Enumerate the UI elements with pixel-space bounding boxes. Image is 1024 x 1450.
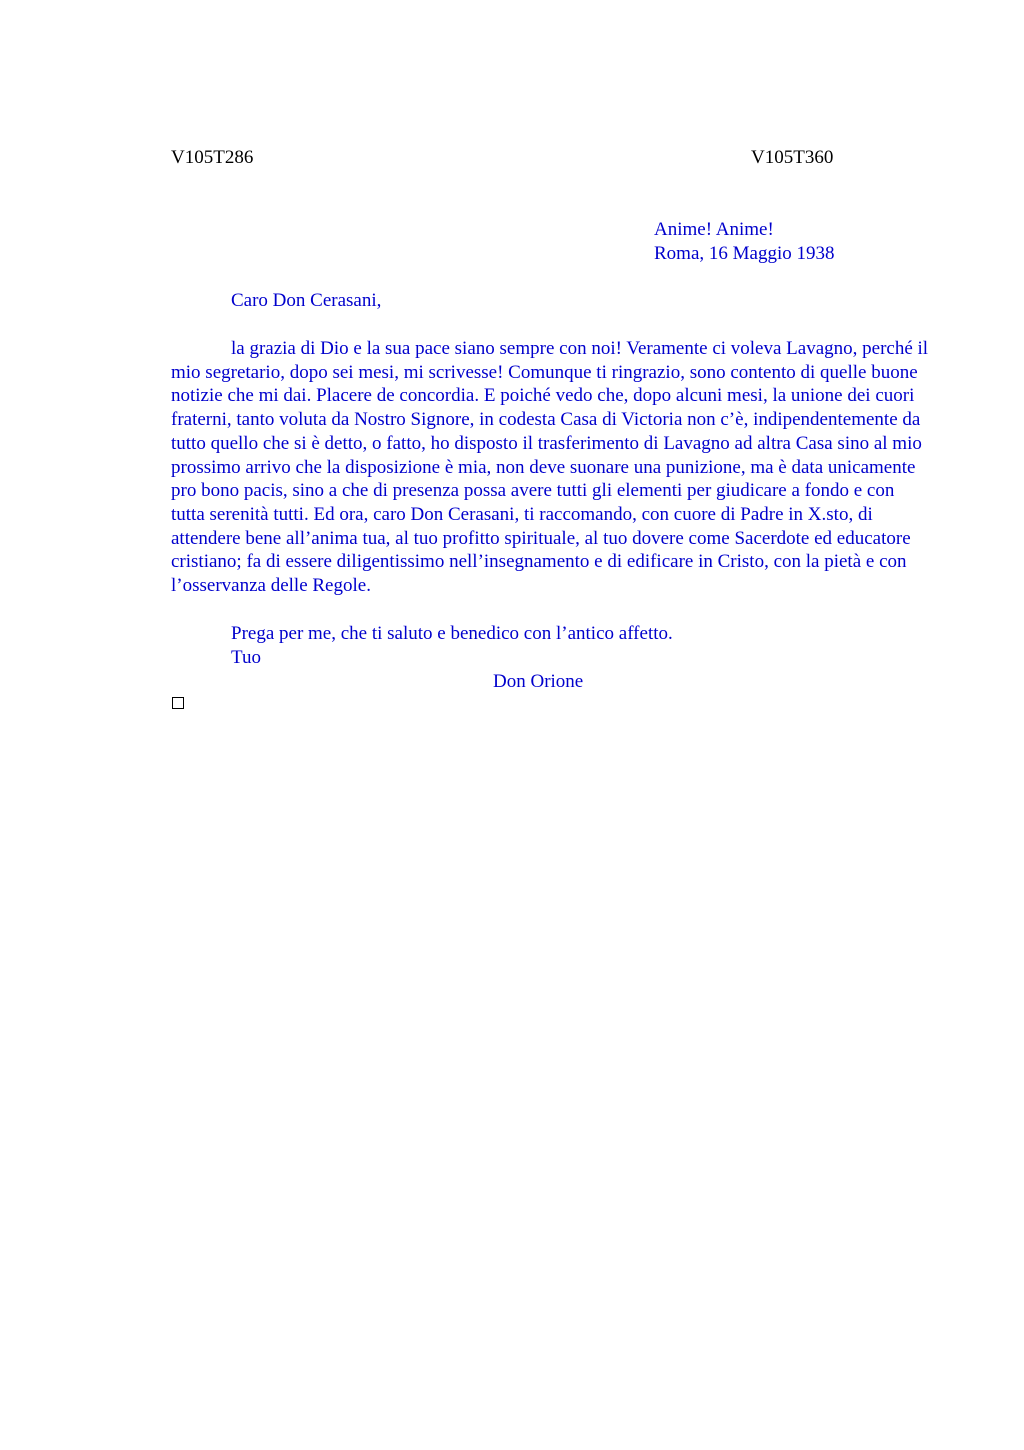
square-box-icon: [172, 697, 184, 709]
closing-line: Prega per me, che ti saluto e benedico con l’antico affetto.: [231, 623, 673, 644]
letter-motto: Anime! Anime!: [654, 219, 774, 240]
closing-tuo: Tuo: [231, 647, 261, 668]
place-date: Roma, 16 Maggio 1938: [654, 243, 835, 264]
letter-body: [171, 337, 931, 598]
body-paragraph: la grazia di Dio e la sua pace siano sempre con noi! Veramente ci voleva Lavagno, perché il mio segretario, dopo sei mesi, mi scrivesse! Comunque ti ringrazio, sono contento di quelle buone notizie che mi dai. Placere de concordia. E poiché vedo che, dopo alcuni mesi, la unione dei cuori fraterni, tanto voluta da Nostro Signore, in codesta Casa di Victoria non c’è, indipendentemente da tutto quello che si è detto, o fatto, ho disposto il trasferimento di Lavagno ad altra Casa sino al mio prossimo arrivo che la disposizione è mia, non deve suonare una punizione, ma è data unicamente pro bono pacis, sino a che di presenza possa avere tutti gli elementi per giudicare a fondo e con tutta serenità tutti. Ed ora, caro Don Cerasani, ti raccomando, con cuore di Padre in X.sto, di attendere bene all’anima tua, al tuo profitto spirituale, al tuo dovere come Sacerdote ed educatore cristiano; fa di essere diligentissimo nell’insegnamento e di edificare in Cristo, con la pietà e con l’osservanza delle Regole.: [171, 338, 929, 597]
signature: Don Orione: [493, 671, 584, 692]
reference-code-left: V105T286: [171, 147, 254, 168]
salutation: Caro Don Cerasani,: [231, 290, 382, 311]
reference-code-right: V105T360: [751, 147, 834, 168]
